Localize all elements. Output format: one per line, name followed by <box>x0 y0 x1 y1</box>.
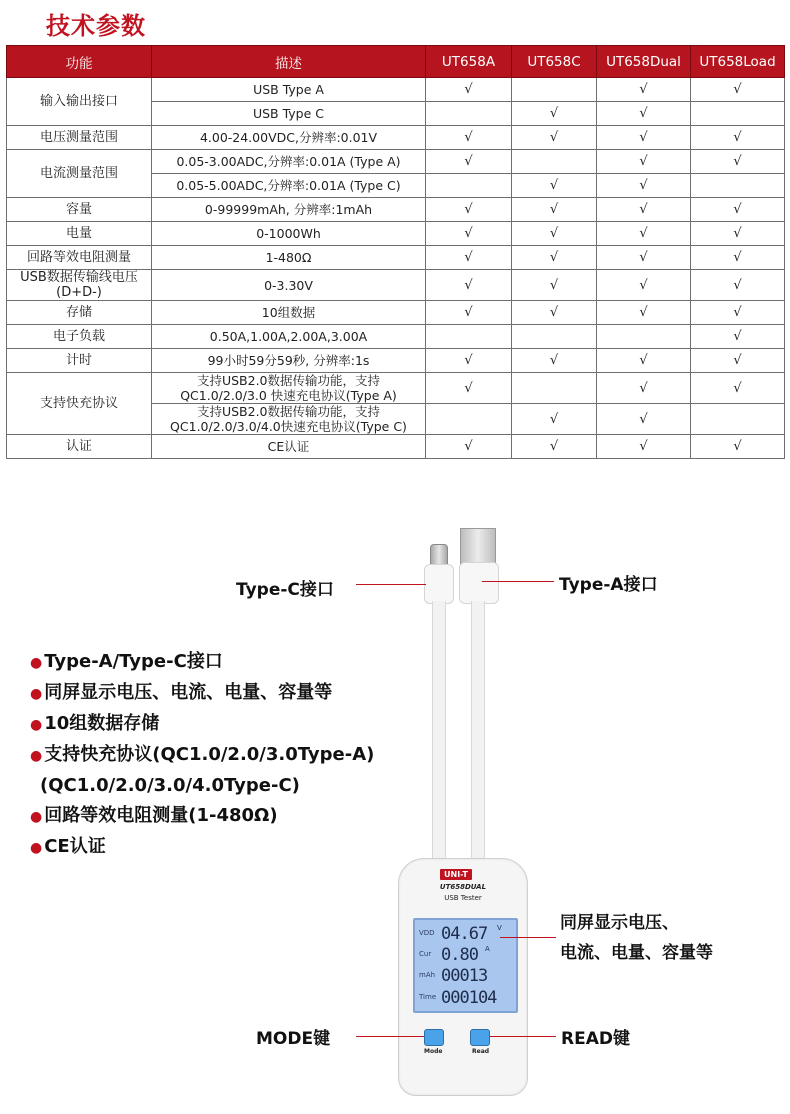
check-cell-load <box>691 404 785 435</box>
description-cell: 99小时59分59秒, 分辨率:1s <box>152 349 426 373</box>
device-subtitle: USB Tester <box>444 894 482 902</box>
table-row <box>7 126 785 150</box>
description-cell: 1-480Ω <box>152 246 426 270</box>
header-description: 描述 <box>152 46 426 78</box>
check-cell-a: √ <box>426 349 512 373</box>
check-cell-dual: √ <box>597 435 691 459</box>
table-row <box>7 325 785 349</box>
description-cell: USB Type C <box>152 102 426 126</box>
feature-cell: 容量 <box>7 198 152 222</box>
check-cell-dual: √ <box>597 246 691 270</box>
brand-logo: UNI-T <box>440 869 472 880</box>
mode-button[interactable] <box>424 1029 444 1046</box>
screen-leader-line <box>500 937 556 938</box>
check-cell-c: √ <box>512 349 597 373</box>
check-cell-dual: √ <box>597 174 691 198</box>
check-cell-dual: √ <box>597 102 691 126</box>
check-cell-c: √ <box>512 301 597 325</box>
check-cell-a: √ <box>426 373 512 404</box>
table-row <box>7 270 785 301</box>
usb-c-housing <box>424 564 454 604</box>
lcd-row-time <box>417 988 515 1008</box>
feature-text: CE认证 <box>44 836 106 857</box>
table-row <box>7 373 785 404</box>
check-cell-c: √ <box>512 404 597 435</box>
header-ut658dual: UT658Dual <box>597 46 691 78</box>
lcd-key: Cur <box>419 950 432 958</box>
check-cell-load: √ <box>691 301 785 325</box>
bullet-icon: ● <box>30 748 43 764</box>
table-row <box>7 150 785 174</box>
lcd-key: VDD <box>419 929 435 937</box>
read-leader-line <box>490 1036 556 1037</box>
check-cell-c: √ <box>512 126 597 150</box>
check-cell-dual: √ <box>597 404 691 435</box>
screen-callout-line1: 同屏显示电压、 <box>560 913 679 933</box>
feature-cell: 输入输出接口 <box>7 78 152 126</box>
description-cell: 0.05-5.00ADC,分辨率:0.01A (Type C) <box>152 174 426 198</box>
screen-callout <box>560 908 713 968</box>
check-cell-a: √ <box>426 301 512 325</box>
page-title: 技术参数 <box>46 12 146 40</box>
check-cell-a: √ <box>426 222 512 246</box>
check-cell-load: √ <box>691 78 785 102</box>
feature-cell: 电子负载 <box>7 325 152 349</box>
usb-c-cable <box>432 601 446 863</box>
mode-button-label: Mode <box>424 1048 443 1055</box>
check-cell-dual <box>597 325 691 349</box>
check-cell-a <box>426 325 512 349</box>
feature-cell: 电压测量范围 <box>7 126 152 150</box>
check-cell-dual: √ <box>597 301 691 325</box>
device-model: UT658DUAL <box>439 883 487 891</box>
lcd-value: 0.80 <box>441 945 478 965</box>
check-cell-c <box>512 150 597 174</box>
check-cell-a: √ <box>426 246 512 270</box>
check-cell-load <box>691 102 785 126</box>
check-cell-a <box>426 102 512 126</box>
type-a-leader-line <box>482 581 554 582</box>
lcd-key: Time <box>419 993 437 1001</box>
bullet-icon: ● <box>30 809 43 825</box>
lcd-value: 00013 <box>441 966 488 986</box>
check-cell-a: √ <box>426 150 512 174</box>
feature-item <box>30 771 374 801</box>
table-row <box>7 78 785 102</box>
table-row <box>7 198 785 222</box>
check-cell-load: √ <box>691 435 785 459</box>
check-cell-load: √ <box>691 270 785 301</box>
check-cell-a <box>426 404 512 435</box>
check-cell-c <box>512 373 597 404</box>
check-cell-a: √ <box>426 270 512 301</box>
feature-text: 支持快充协议(QC1.0/2.0/3.0Type-A) <box>44 744 375 765</box>
check-cell-load: √ <box>691 373 785 404</box>
table-row <box>7 349 785 373</box>
description-cell: 4.00-24.00VDC,分辨率:0.01V <box>152 126 426 150</box>
check-cell-load: √ <box>691 198 785 222</box>
feature-text: 回路等效电阻测量(1-480Ω) <box>44 805 278 826</box>
feature-cell: 认证 <box>7 435 152 459</box>
header-ut658a: UT658A <box>426 46 512 78</box>
spec-table <box>6 45 785 459</box>
mode-callout: MODE键 <box>256 1029 331 1049</box>
read-callout: READ键 <box>561 1029 630 1049</box>
feature-cell: 支持快充协议 <box>7 373 152 435</box>
feature-cell: 电量 <box>7 222 152 246</box>
lcd-value: 000104 <box>441 988 497 1008</box>
feature-item <box>30 801 374 832</box>
header-ut658load: UT658Load <box>691 46 785 78</box>
table-row <box>7 222 785 246</box>
bullet-icon: ● <box>30 717 43 733</box>
check-cell-dual: √ <box>597 126 691 150</box>
check-cell-load: √ <box>691 222 785 246</box>
check-cell-dual: √ <box>597 270 691 301</box>
table-row <box>7 301 785 325</box>
table-header-row <box>7 46 785 78</box>
feature-text: 10组数据存储 <box>44 713 160 734</box>
lcd-row-cur <box>417 945 515 965</box>
check-cell-a: √ <box>426 198 512 222</box>
check-cell-c: √ <box>512 174 597 198</box>
description-cell: 0-99999mAh, 分辨率:1mAh <box>152 198 426 222</box>
check-cell-a <box>426 174 512 198</box>
description-cell: 支持USB2.0数据传输功能，支持QC1.0/2.0/3.0/4.0快速充电协议(Type C) <box>152 404 426 435</box>
lcd-value: 04.67 <box>441 924 488 944</box>
check-cell-c: √ <box>512 222 597 246</box>
description-cell: 10组数据 <box>152 301 426 325</box>
feature-text: Type-A/Type-C接口 <box>44 651 223 672</box>
check-cell-dual: √ <box>597 349 691 373</box>
feature-text: 同屏显示电压、电流、电量、容量等 <box>44 682 333 703</box>
check-cell-c <box>512 325 597 349</box>
table-row <box>7 246 785 270</box>
check-cell-a: √ <box>426 435 512 459</box>
bullet-icon: ● <box>30 655 43 671</box>
lcd-row-mah <box>417 966 515 986</box>
check-cell-a: √ <box>426 78 512 102</box>
lcd-key: mAh <box>419 971 436 979</box>
bullet-icon: ● <box>30 840 43 856</box>
feature-item <box>30 740 374 771</box>
bullet-icon: ● <box>30 686 43 702</box>
feature-item <box>30 832 374 863</box>
check-cell-c: √ <box>512 435 597 459</box>
feature-item <box>30 647 374 678</box>
check-cell-load <box>691 174 785 198</box>
check-cell-c: √ <box>512 270 597 301</box>
check-cell-c: √ <box>512 198 597 222</box>
feature-list <box>30 647 374 863</box>
description-cell: 0.05-3.00ADC,分辨率:0.01A (Type A) <box>152 150 426 174</box>
header-feature: 功能 <box>7 46 152 78</box>
check-cell-dual: √ <box>597 222 691 246</box>
table-row <box>7 435 785 459</box>
check-cell-a: √ <box>426 126 512 150</box>
lcd-unit: V <box>497 924 502 932</box>
check-cell-dual: √ <box>597 78 691 102</box>
check-cell-load: √ <box>691 126 785 150</box>
check-cell-dual: √ <box>597 150 691 174</box>
check-cell-load: √ <box>691 150 785 174</box>
type-c-callout: Type-C接口 <box>236 580 334 600</box>
mode-leader-line <box>356 1036 424 1037</box>
usb-tester-device <box>398 858 528 1096</box>
check-cell-load: √ <box>691 325 785 349</box>
description-cell: 0-3.30V <box>152 270 426 301</box>
lcd-unit: A <box>485 945 490 953</box>
description-cell: USB Type A <box>152 78 426 102</box>
check-cell-dual: √ <box>597 373 691 404</box>
screen-callout-line2: 电流、电量、容量等 <box>560 943 713 963</box>
read-button[interactable] <box>470 1029 490 1046</box>
check-cell-c: √ <box>512 102 597 126</box>
feature-text: (QC1.0/2.0/3.0/4.0Type-C) <box>40 775 300 796</box>
feature-item <box>30 709 374 740</box>
check-cell-load: √ <box>691 246 785 270</box>
check-cell-c: √ <box>512 246 597 270</box>
check-cell-load: √ <box>691 349 785 373</box>
feature-cell: 计时 <box>7 349 152 373</box>
description-cell: 0.50A,1.00A,2.00A,3.00A <box>152 325 426 349</box>
feature-cell: 回路等效电阻测量 <box>7 246 152 270</box>
feature-cell: 电流测量范围 <box>7 150 152 198</box>
usb-a-cable <box>471 601 485 863</box>
feature-cell: USB数据传输线电压 (D+D-) <box>7 270 152 301</box>
check-cell-dual: √ <box>597 198 691 222</box>
read-button-label: Read <box>472 1048 490 1055</box>
feature-cell: 存储 <box>7 301 152 325</box>
type-c-leader-line <box>356 584 426 585</box>
usb-a-housing <box>459 562 499 604</box>
usb-a-plug <box>460 528 496 566</box>
description-cell: 0-1000Wh <box>152 222 426 246</box>
description-cell: 支持USB2.0数据传输功能，支持QC1.0/2.0/3.0 快速充电协议(Type A) <box>152 373 426 404</box>
check-cell-c <box>512 78 597 102</box>
lcd-row-vdd <box>417 924 515 944</box>
description-cell: CE认证 <box>152 435 426 459</box>
lcd-screen <box>413 918 518 1013</box>
header-ut658c: UT658C <box>512 46 597 78</box>
feature-item <box>30 678 374 709</box>
type-a-callout: Type-A接口 <box>559 575 658 595</box>
